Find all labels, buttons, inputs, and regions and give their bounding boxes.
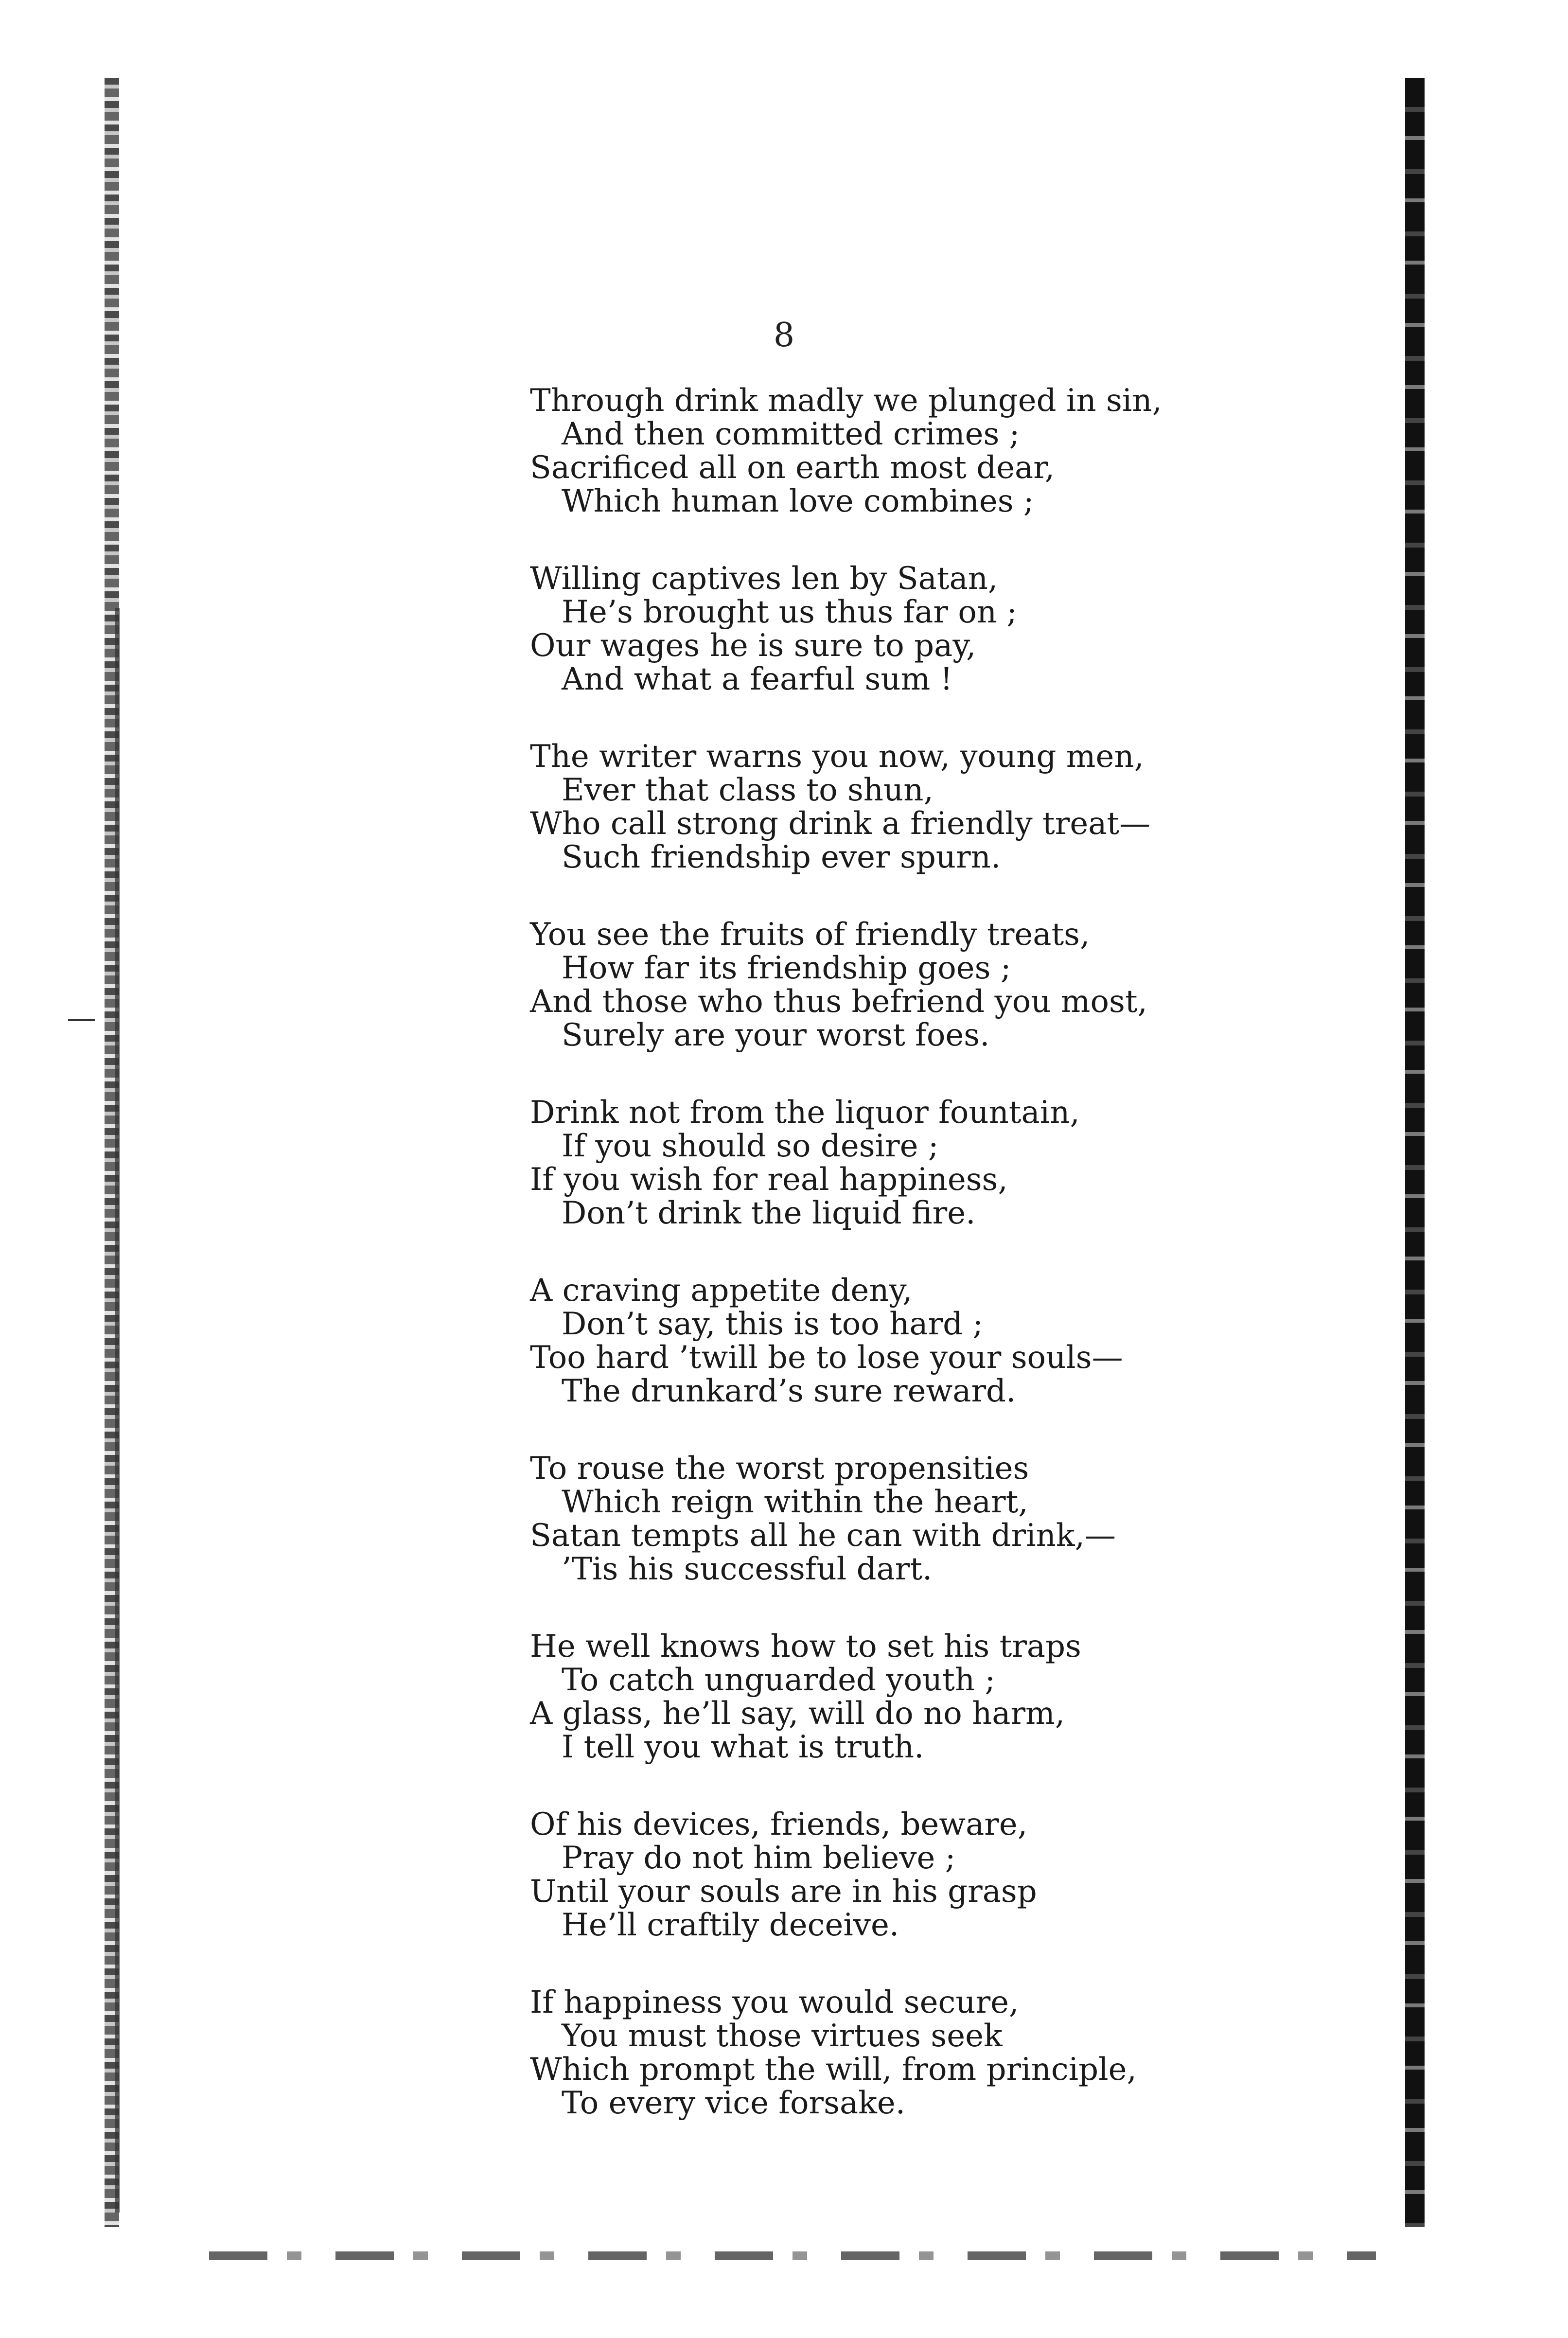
poem-line: Don’t drink the liquid fire. [562,1195,976,1231]
poem-line: Of his devices, friends, beware, [530,1807,1028,1842]
poem-line: Who call strong drink a friendly treat— [530,806,1151,842]
stanza [530,1808,1259,1942]
poem-line: To rouse the worst propensities [530,1451,1029,1487]
poem-line: ’Tis his successful dart. [562,1551,933,1587]
poem-line: Which reign within the heart, [562,1484,1028,1520]
poem-line: Which prompt the will, from principle, [530,2052,1137,2088]
poem-line: He well knows how to set his traps [530,1629,1081,1665]
poem-line: He’s brought us thus far on ; [562,594,1017,630]
poem-line: Ever that class to shun, [562,772,934,808]
poem-line: Too hard ’twill be to lose your souls— [530,1340,1123,1376]
poem-line: You see the fruits of friendly treats, [530,917,1090,953]
poem-line: And those who thus befriend you most, [530,984,1147,1020]
stanza [530,1274,1259,1408]
poem-line: The drunkard’s sure reward. [562,1373,1016,1409]
poem-line: Which human love combines ; [562,483,1034,519]
poem-line: How far its friendship goes ; [562,950,1011,986]
poem-line: Such friendship ever spurn. [562,839,1001,875]
poem-line: If you wish for real happiness, [530,1162,1008,1198]
poem-line: He’ll craftily deceive. [562,1907,899,1943]
poem-line: If happiness you would secure, [530,1984,1019,2020]
poem-line: Don’t say, this is too hard ; [562,1306,984,1342]
scan-edge-right [1405,78,1425,2227]
margin-mark [68,1019,95,1021]
stanza [530,562,1259,696]
poem-line: Through drink madly we plunged in sin, [530,383,1162,419]
poem-line: To catch unguarded youth ; [562,1662,995,1698]
poem-line: The writer warns you now, young men, [530,739,1144,775]
stanza [530,918,1259,1052]
poem-line: Pray do not him believe ; [562,1840,956,1876]
poem-line: Our wages he is sure to pay, [530,628,976,664]
poem-line: If you should so desire ; [562,1128,939,1164]
poem-line: Willing captives len by Satan, [530,561,998,597]
poem-line: Drink not from the liquor fountain, [530,1095,1080,1131]
poem-line: To every vice forsake. [562,2085,906,2121]
poem-line: And what a fearful sum ! [562,661,953,697]
poem-line: A glass, he’ll say, will do no harm, [530,1696,1065,1732]
poem-line: I tell you what is truth. [562,1729,924,1765]
poem-line: Sacrificed all on earth most dear, [530,450,1055,486]
stanza [530,1986,1259,2120]
stanza [530,1096,1259,1230]
poem-line: A craving appetite deny, [530,1273,913,1309]
stanza [530,740,1259,874]
page-number: 8 [773,316,795,354]
stanza [530,1452,1259,1586]
poem-line: Satan tempts all he can with drink,— [530,1518,1116,1554]
poem-line: And then committed crimes ; [562,416,1020,452]
poem [530,384,1259,2164]
scan-edge-bottom [209,2251,1376,2260]
stanza [530,384,1259,518]
scan-edge-left-inner [115,608,120,2213]
poem-line: Surely are your worst foes. [562,1017,990,1053]
poem-line: You must those virtues seek [562,2018,1003,2054]
poem-line: Until your souls are in his grasp [530,1874,1037,1910]
stanza [530,1630,1259,1764]
